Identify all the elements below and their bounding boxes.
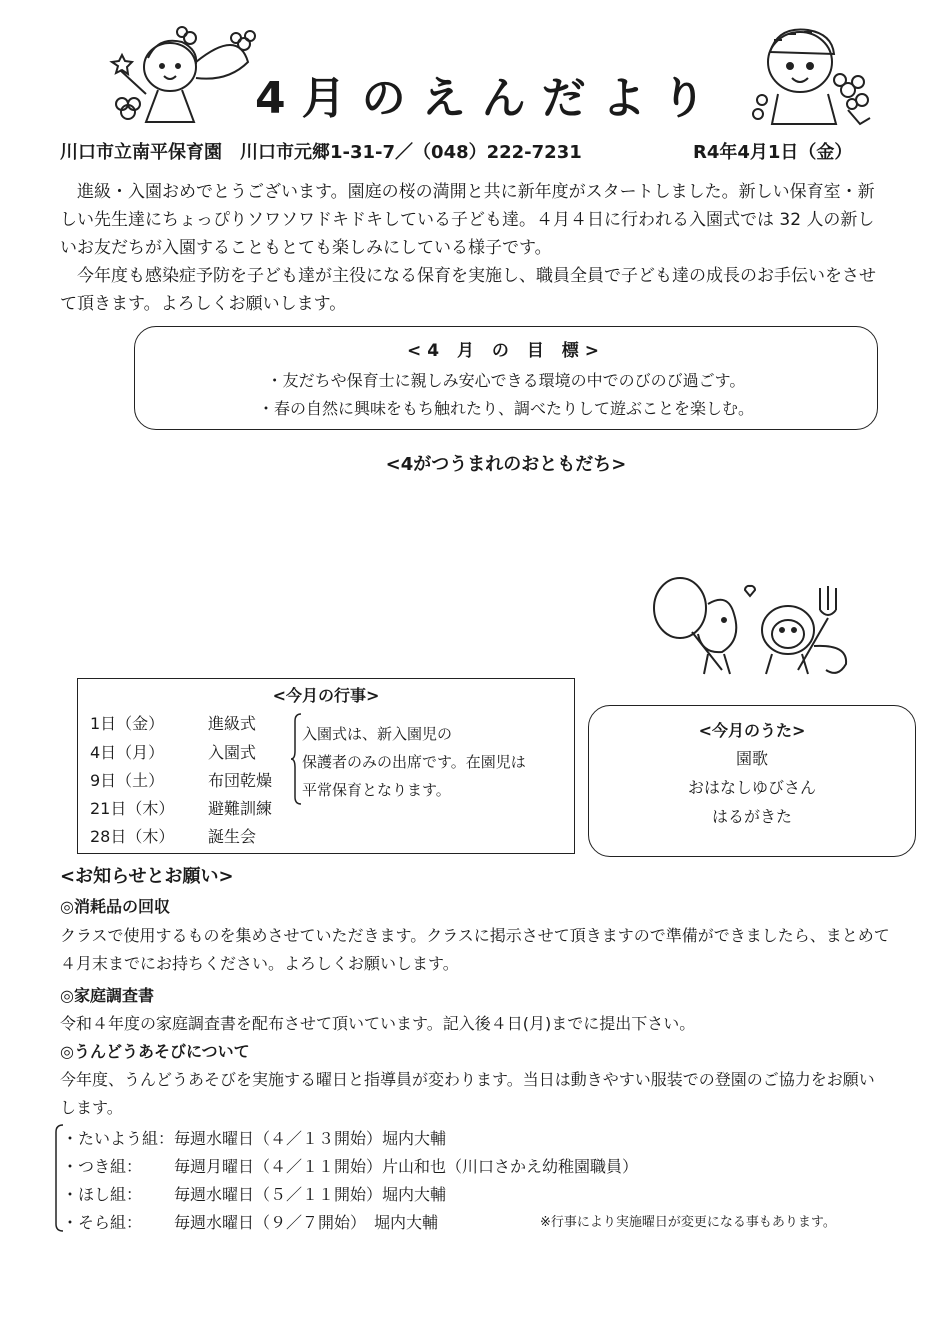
- event-name: 避難訓練: [208, 799, 273, 818]
- goals-title: <4 月 の 目 標>: [407, 341, 605, 361]
- intro-text: [60, 178, 890, 318]
- child-with-flowers-illustration: [748, 20, 878, 132]
- event-date: 4日（月）: [90, 743, 165, 762]
- survey-text: 令和４年度の家庭調査書を配布させて頂いています。記入後４日(月)までに提出下さい。: [60, 1014, 696, 1033]
- goal-item: ・友だちや保育士に親しみ安心できる環境の中でのびのび過ごす。: [266, 371, 746, 390]
- songs-title: <今月のうた>: [698, 721, 806, 740]
- consumables-heading: ◎消耗品の回収: [60, 897, 170, 916]
- intro-paragraph: 進級・入園おめでとうございます。園庭の桜の満開と共に新年度がスタートしました。新しい保育室・新しい先生達にちょっぴりソワソワドキドキしている子ども達。４月４日に行われる入園式では 32 人の新しいお友だちが入園することもとても楽しみにしている様子です。: [60, 182, 875, 258]
- schedule-footnote: ※行事により実施曜日が変更になる事もあります。: [540, 1215, 836, 1230]
- event-row: [90, 711, 290, 739]
- birthday-title: <4がつうまれのおともだち>: [385, 454, 627, 475]
- schedule-class: ・ほし組：: [62, 1185, 143, 1204]
- song-item: 園歌: [735, 749, 768, 768]
- event-date: 21日（木）: [90, 799, 175, 818]
- event-note-line: 平常保育となります。: [302, 781, 451, 799]
- event-date: 1日（金）: [90, 714, 165, 733]
- event-row: [90, 768, 290, 796]
- nursery-name: 川口市立南平保育園: [60, 142, 222, 163]
- schedule-info: 毎週水曜日（５／１１開始）堀内大輔: [174, 1185, 447, 1204]
- schedule-class: ・そら組：: [62, 1213, 143, 1232]
- song-item: はるがきた: [711, 807, 792, 826]
- schedule-info: 毎週水曜日（４／１３開始）堀内大輔: [174, 1129, 447, 1148]
- notices-title: <お知らせとお願い>: [60, 866, 234, 887]
- event-name: 布団乾燥: [208, 771, 273, 790]
- exercise-heading: ◎うんどうあそびについて: [60, 1042, 250, 1061]
- events-title: <今月の行事>: [272, 686, 380, 705]
- goal-item: ・春の自然に興味をもち触れたり、調べたりして遊ぶことを楽しむ。: [257, 399, 754, 418]
- schedule-info: 毎週水曜日（９／７開始） 堀内大輔: [174, 1213, 439, 1232]
- event-row: [90, 824, 290, 852]
- event-name: 入園式: [208, 743, 257, 762]
- event-date: 9日（土）: [90, 771, 165, 790]
- event-note: [302, 720, 562, 804]
- address-phone: 川口市元郷1-31-7／（048）222-7231: [240, 142, 582, 163]
- event-row: [90, 796, 290, 824]
- event-row: [90, 740, 290, 768]
- schedule-class: ・つき組：: [62, 1157, 143, 1176]
- event-date: 28日（木）: [90, 827, 175, 846]
- schedule-info: 毎週月曜日（４／１１開始）片山和也（川口さかえ幼稚園職員）: [174, 1157, 639, 1176]
- brace-icon: [290, 713, 302, 805]
- consumables-text: クラスで使用するものを集めさせていただきます。クラスに掲示させて頂きますので準備ができましたら、まとめて４月末までにお持ちください。よろしくお願いします。: [60, 926, 890, 973]
- issue-date: R4年4月1日（金）: [693, 142, 853, 163]
- event-note-line: 保護者のみの出席です。在園児は: [302, 753, 526, 771]
- page-title: 4月のえんだより: [255, 73, 722, 124]
- survey-heading: ◎家庭調査書: [60, 986, 154, 1005]
- song-item: おはなしゆびさん: [687, 778, 816, 797]
- intro-paragraph: 今年度も感染症予防を子ども達が主役になる保育を実施し、職員全員で子ども達の成長のお手伝いをさせて頂きます。よろしくお願いします。: [60, 266, 876, 314]
- schedule-class: ・たいよう組：: [62, 1129, 175, 1148]
- event-name: 誕生会: [208, 827, 257, 846]
- event-name: 進級式: [208, 714, 257, 733]
- animals-with-spoon-fork-illustration: [638, 574, 863, 684]
- event-note-line: 入園式は、新入園児の: [302, 725, 453, 743]
- header-info: [60, 138, 890, 164]
- exercise-text: 今年度、うんどうあそびを実施する曜日と指導員が変わります。当日は動きやすい服装での登園のご協力をお願いします。: [60, 1070, 875, 1117]
- fairy-illustration: [98, 22, 268, 134]
